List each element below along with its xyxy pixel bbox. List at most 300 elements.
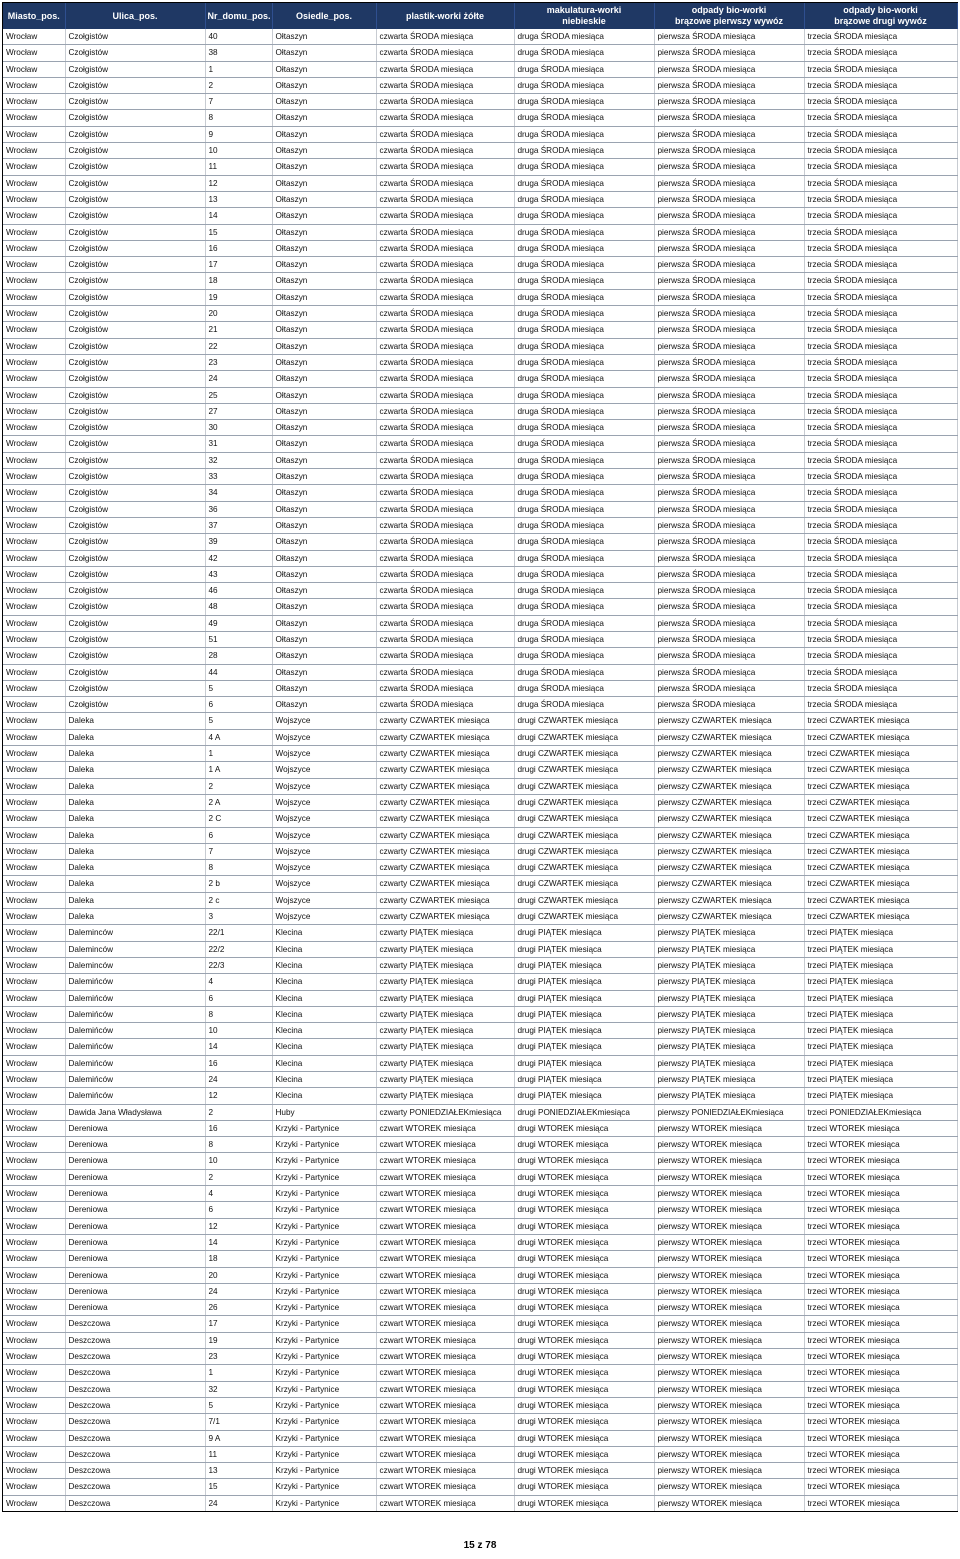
cell-bio-first: pierwszy WTOREK miesiąca [654,1349,804,1365]
cell-street: Dereniowa [65,1251,205,1267]
cell-house-number: 4 [205,1186,272,1202]
cell-house-number: 24 [205,1072,272,1088]
table-row [3,1072,957,1088]
cell-street: Czołgistów [65,306,205,322]
cell-paper: drugi WTOREK miesiąca [514,1251,654,1267]
cell-house-number: 3 [205,909,272,925]
cell-street: Daleka [65,746,205,762]
table-row [3,1023,957,1039]
cell-estate: Ołtaszyn [272,387,376,403]
cell-house-number: 32 [205,452,272,468]
cell-bio-first: pierwsza ŚRODA miesiąca [654,697,804,713]
table-row [3,1039,957,1055]
cell-paper: druga ŚRODA miesiąca [514,485,654,501]
cell-paper: druga ŚRODA miesiąca [514,387,654,403]
cell-street: Dalemińców [65,1023,205,1039]
cell-plastic: czwarta ŚRODA miesiąca [376,94,514,110]
cell-estate: Krzyki - Partynice [272,1463,376,1479]
cell-bio-second: trzecia ŚRODA miesiąca [804,697,957,713]
cell-plastic: czwarta ŚRODA miesiąca [376,77,514,93]
cell-street: Czołgistów [65,371,205,387]
cell-estate: Ołtaszyn [272,208,376,224]
cell-house-number: 2 [205,1104,272,1120]
cell-paper: drugi PIĄTEK miesiąca [514,1072,654,1088]
cell-house-number: 46 [205,583,272,599]
cell-street: Czołgistów [65,257,205,273]
cell-house-number: 10 [205,1023,272,1039]
cell-house-number: 2 c [205,892,272,908]
cell-bio-second: trzecia ŚRODA miesiąca [804,289,957,305]
cell-house-number: 5 [205,680,272,696]
cell-plastic: czwarty CZWARTEK miesiąca [376,746,514,762]
cell-street: Czołgistów [65,403,205,419]
cell-estate: Krzyki - Partynice [272,1120,376,1136]
cell-bio-first: pierwszy PIĄTEK miesiąca [654,990,804,1006]
cell-house-number: 4 A [205,729,272,745]
table-row [3,1251,957,1267]
cell-bio-second: trzecia ŚRODA miesiąca [804,208,957,224]
table-row [3,599,957,615]
cell-bio-second: trzecia ŚRODA miesiąca [804,29,957,45]
cell-house-number: 44 [205,664,272,680]
cell-city: Wrocław [3,941,65,957]
cell-bio-first: pierwsza ŚRODA miesiąca [654,501,804,517]
cell-estate: Klecina [272,941,376,957]
cell-estate: Ołtaszyn [272,126,376,142]
cell-bio-first: pierwsza ŚRODA miesiąca [654,257,804,273]
cell-paper: drugi CZWARTEK miesiąca [514,860,654,876]
cell-house-number: 22/3 [205,957,272,973]
cell-bio-second: trzeci CZWARTEK miesiąca [804,794,957,810]
cell-house-number: 24 [205,1495,272,1511]
cell-bio-first: pierwsza ŚRODA miesiąca [654,599,804,615]
cell-bio-first: pierwszy PIĄTEK miesiąca [654,957,804,973]
table-row [3,794,957,810]
cell-estate: Krzyki - Partynice [272,1169,376,1185]
table-row [3,1430,957,1446]
cell-bio-second: trzeci CZWARTEK miesiąca [804,762,957,778]
cell-plastic: czwarty CZWARTEK miesiąca [376,843,514,859]
cell-house-number: 17 [205,257,272,273]
cell-street: Czołgistów [65,517,205,533]
cell-city: Wrocław [3,648,65,664]
cell-bio-second: trzecia ŚRODA miesiąca [804,45,957,61]
cell-paper: drugi CZWARTEK miesiąca [514,746,654,762]
cell-street: Dereniowa [65,1169,205,1185]
cell-bio-first: pierwsza ŚRODA miesiąca [654,680,804,696]
cell-bio-first: pierwszy WTOREK miesiąca [654,1283,804,1299]
cell-plastic: czwarta ŚRODA miesiąca [376,257,514,273]
cell-paper: drugi WTOREK miesiąca [514,1169,654,1185]
cell-paper: drugi WTOREK miesiąca [514,1495,654,1511]
cell-street: Czołgistów [65,550,205,566]
cell-street: Czołgistów [65,77,205,93]
cell-plastic: czwarty PIĄTEK miesiąca [376,1072,514,1088]
cell-bio-first: pierwszy PIĄTEK miesiąca [654,1039,804,1055]
table-row [3,240,957,256]
table-row [3,811,957,827]
cell-bio-first: pierwsza ŚRODA miesiąca [654,224,804,240]
cell-city: Wrocław [3,403,65,419]
cell-bio-second: trzeci WTOREK miesiąca [804,1234,957,1250]
cell-plastic: czwarta ŚRODA miesiąca [376,664,514,680]
table-row [3,1006,957,1022]
cell-bio-first: pierwszy CZWARTEK miesiąca [654,843,804,859]
cell-city: Wrocław [3,1414,65,1430]
cell-bio-second: trzecia ŚRODA miesiąca [804,110,957,126]
cell-bio-first: pierwsza ŚRODA miesiąca [654,322,804,338]
cell-city: Wrocław [3,1006,65,1022]
cell-bio-second: trzecia ŚRODA miesiąca [804,143,957,159]
table-row [3,876,957,892]
cell-plastic: czwart WTOREK miesiąca [376,1365,514,1381]
cell-street: Daleminców [65,957,205,973]
cell-estate: Ołtaszyn [272,29,376,45]
cell-bio-second: trzeci CZWARTEK miesiąca [804,909,957,925]
cell-house-number: 2 A [205,794,272,810]
cell-paper: druga ŚRODA miesiąca [514,501,654,517]
cell-street: Czołgistów [65,289,205,305]
cell-street: Deszczowa [65,1430,205,1446]
cell-house-number: 14 [205,1234,272,1250]
table-row [3,61,957,77]
cell-street: Dereniowa [65,1120,205,1136]
table-row [3,126,957,142]
cell-city: Wrocław [3,892,65,908]
cell-street: Czołgistów [65,566,205,582]
table-row [3,1414,957,1430]
cell-estate: Krzyki - Partynice [272,1381,376,1397]
cell-bio-second: trzecia ŚRODA miesiąca [804,452,957,468]
cell-paper: drugi PIĄTEK miesiąca [514,1023,654,1039]
cell-estate: Ołtaszyn [272,403,376,419]
header-estate: Osiedle_pos. [272,3,376,29]
cell-city: Wrocław [3,990,65,1006]
cell-city: Wrocław [3,713,65,729]
cell-city: Wrocław [3,126,65,142]
cell-estate: Krzyki - Partynice [272,1251,376,1267]
cell-estate: Ołtaszyn [272,452,376,468]
cell-bio-first: pierwszy CZWARTEK miesiąca [654,729,804,745]
cell-street: Czołgistów [65,485,205,501]
cell-street: Czołgistów [65,615,205,631]
cell-paper: druga ŚRODA miesiąca [514,257,654,273]
cell-bio-second: trzecia ŚRODA miesiąca [804,469,957,485]
cell-plastic: czwart WTOREK miesiąca [376,1186,514,1202]
cell-plastic: czwarta ŚRODA miesiąca [376,403,514,419]
cell-plastic: czwarta ŚRODA miesiąca [376,45,514,61]
table-row [3,664,957,680]
cell-bio-second: trzeci WTOREK miesiąca [804,1316,957,1332]
cell-street: Dereniowa [65,1186,205,1202]
cell-estate: Ołtaszyn [272,615,376,631]
cell-bio-second: trzecia ŚRODA miesiąca [804,534,957,550]
cell-paper: druga ŚRODA miesiąca [514,354,654,370]
table-row [3,1186,957,1202]
cell-bio-second: trzeci WTOREK miesiąca [804,1414,957,1430]
cell-plastic: czwarta ŚRODA miesiąca [376,387,514,403]
cell-paper: drugi CZWARTEK miesiąca [514,827,654,843]
cell-city: Wrocław [3,811,65,827]
cell-estate: Wojszyce [272,762,376,778]
cell-bio-first: pierwszy WTOREK miesiąca [654,1300,804,1316]
cell-city: Wrocław [3,1234,65,1250]
cell-plastic: czwarty PONIEDZIAŁEKmiesiąca [376,1104,514,1120]
cell-estate: Klecina [272,1088,376,1104]
cell-city: Wrocław [3,1120,65,1136]
table-row [3,729,957,745]
cell-house-number: 48 [205,599,272,615]
cell-paper: drugi WTOREK miesiąca [514,1430,654,1446]
cell-plastic: czwarta ŚRODA miesiąca [376,29,514,45]
cell-plastic: czwarty PIĄTEK miesiąca [376,1006,514,1022]
cell-paper: druga ŚRODA miesiąca [514,159,654,175]
table-row [3,501,957,517]
cell-street: Czołgistów [65,61,205,77]
cell-paper: druga ŚRODA miesiąca [514,599,654,615]
cell-estate: Krzyki - Partynice [272,1316,376,1332]
cell-paper: druga ŚRODA miesiąca [514,94,654,110]
cell-city: Wrocław [3,974,65,990]
cell-paper: drugi CZWARTEK miesiąca [514,762,654,778]
cell-street: Czołgistów [65,452,205,468]
cell-street: Czołgistów [65,420,205,436]
cell-house-number: 19 [205,1332,272,1348]
cell-estate: Krzyki - Partynice [272,1137,376,1153]
cell-city: Wrocław [3,664,65,680]
cell-city: Wrocław [3,469,65,485]
cell-house-number: 28 [205,648,272,664]
cell-estate: Wojszyce [272,811,376,827]
cell-estate: Wojszyce [272,746,376,762]
table-row [3,1479,957,1495]
table-row [3,191,957,207]
cell-estate: Ołtaszyn [272,191,376,207]
cell-city: Wrocław [3,680,65,696]
cell-city: Wrocław [3,1153,65,1169]
cell-estate: Ołtaszyn [272,664,376,680]
cell-paper: drugi WTOREK miesiąca [514,1218,654,1234]
cell-house-number: 25 [205,387,272,403]
header-paper: makulatura-worki niebieskie [514,3,654,29]
cell-street: Deszczowa [65,1381,205,1397]
cell-bio-first: pierwsza ŚRODA miesiąca [654,485,804,501]
cell-paper: druga ŚRODA miesiąca [514,175,654,191]
cell-bio-first: pierwsza ŚRODA miesiąca [654,550,804,566]
cell-bio-first: pierwszy WTOREK miesiąca [654,1218,804,1234]
cell-city: Wrocław [3,1316,65,1332]
cell-plastic: czwarty CZWARTEK miesiąca [376,762,514,778]
cell-paper: drugi CZWARTEK miesiąca [514,794,654,810]
cell-bio-second: trzeci WTOREK miesiąca [804,1137,957,1153]
cell-house-number: 30 [205,420,272,436]
cell-street: Dalemińców [65,1039,205,1055]
cell-plastic: czwarty CZWARTEK miesiąca [376,729,514,745]
cell-bio-first: pierwszy PONIEDZIAŁEKmiesiąca [654,1104,804,1120]
cell-paper: drugi CZWARTEK miesiąca [514,876,654,892]
cell-paper: drugi CZWARTEK miesiąca [514,909,654,925]
cell-bio-first: pierwsza ŚRODA miesiąca [654,126,804,142]
table-row [3,550,957,566]
cell-plastic: czwart WTOREK miesiąca [376,1495,514,1511]
cell-city: Wrocław [3,550,65,566]
header-bio-first: odpady bio-worki brązowe pierwszy wywóz [654,3,804,29]
cell-paper: drugi WTOREK miesiąca [514,1316,654,1332]
cell-city: Wrocław [3,208,65,224]
cell-estate: Wojszyce [272,843,376,859]
cell-bio-first: pierwszy WTOREK miesiąca [654,1463,804,1479]
cell-bio-second: trzeci CZWARTEK miesiąca [804,729,957,745]
page-number: 15 z 78 [463,1540,497,1551]
cell-street: Czołgistów [65,45,205,61]
cell-bio-first: pierwsza ŚRODA miesiąca [654,403,804,419]
table-row [3,615,957,631]
cell-paper: druga ŚRODA miesiąca [514,550,654,566]
cell-paper: drugi WTOREK miesiąca [514,1283,654,1299]
cell-city: Wrocław [3,61,65,77]
table-row [3,680,957,696]
cell-street: Deszczowa [65,1479,205,1495]
cell-paper: drugi PIĄTEK miesiąca [514,1006,654,1022]
cell-paper: druga ŚRODA miesiąca [514,208,654,224]
cell-city: Wrocław [3,1137,65,1153]
cell-city: Wrocław [3,876,65,892]
table-row [3,273,957,289]
cell-estate: Wojszyce [272,713,376,729]
cell-street: Dereniowa [65,1300,205,1316]
cell-estate: Ołtaszyn [272,143,376,159]
cell-house-number: 9 [205,126,272,142]
cell-estate: Klecina [272,1006,376,1022]
cell-city: Wrocław [3,794,65,810]
cell-bio-second: trzecia ŚRODA miesiąca [804,273,957,289]
cell-house-number: 6 [205,827,272,843]
cell-paper: druga ŚRODA miesiąca [514,61,654,77]
cell-street: Dalemińców [65,1006,205,1022]
cell-plastic: czwarta ŚRODA miesiąca [376,680,514,696]
cell-plastic: czwarta ŚRODA miesiąca [376,322,514,338]
cell-estate: Krzyki - Partynice [272,1300,376,1316]
table-row [3,77,957,93]
cell-house-number: 6 [205,1202,272,1218]
cell-city: Wrocław [3,697,65,713]
cell-house-number: 42 [205,550,272,566]
cell-street: Czołgistów [65,338,205,354]
cell-plastic: czwarty PIĄTEK miesiąca [376,941,514,957]
cell-street: Daleka [65,794,205,810]
schedule-table [3,3,958,1511]
cell-city: Wrocław [3,566,65,582]
cell-estate: Wojszyce [272,794,376,810]
cell-house-number: 9 A [205,1430,272,1446]
cell-bio-first: pierwszy WTOREK miesiąca [654,1251,804,1267]
cell-bio-second: trzecia ŚRODA miesiąca [804,61,957,77]
table-row [3,648,957,664]
table-row [3,1267,957,1283]
cell-city: Wrocław [3,452,65,468]
cell-bio-second: trzeci WTOREK miesiąca [804,1463,957,1479]
cell-street: Deszczowa [65,1397,205,1413]
cell-city: Wrocław [3,289,65,305]
cell-city: Wrocław [3,257,65,273]
cell-bio-first: pierwszy WTOREK miesiąca [654,1495,804,1511]
cell-street: Czołgistów [65,631,205,647]
cell-plastic: czwarty CZWARTEK miesiąca [376,827,514,843]
table-row [3,1495,957,1511]
table-row [3,957,957,973]
cell-plastic: czwart WTOREK miesiąca [376,1137,514,1153]
cell-house-number: 22/2 [205,941,272,957]
table-row [3,1218,957,1234]
cell-house-number: 49 [205,615,272,631]
cell-bio-first: pierwszy PIĄTEK miesiąca [654,1006,804,1022]
cell-city: Wrocław [3,1332,65,1348]
cell-bio-second: trzeci PIĄTEK miesiąca [804,1088,957,1104]
cell-plastic: czwarty CZWARTEK miesiąca [376,876,514,892]
cell-street: Deszczowa [65,1463,205,1479]
cell-plastic: czwarta ŚRODA miesiąca [376,143,514,159]
cell-street: Deszczowa [65,1365,205,1381]
table-row [3,94,957,110]
cell-paper: drugi WTOREK miesiąca [514,1446,654,1462]
cell-estate: Krzyki - Partynice [272,1430,376,1446]
cell-bio-second: trzecia ŚRODA miesiąca [804,631,957,647]
cell-street: Deszczowa [65,1495,205,1511]
header-house-number: Nr_domu_pos. [205,3,272,29]
cell-plastic: czwart WTOREK miesiąca [376,1120,514,1136]
cell-bio-second: trzeci WTOREK miesiąca [804,1169,957,1185]
cell-bio-second: trzecia ŚRODA miesiąca [804,257,957,273]
cell-street: Daleka [65,876,205,892]
cell-house-number: 8 [205,1006,272,1022]
table-row [3,322,957,338]
cell-paper: drugi WTOREK miesiąca [514,1332,654,1348]
cell-estate: Krzyki - Partynice [272,1283,376,1299]
cell-city: Wrocław [3,110,65,126]
cell-estate: Klecina [272,1023,376,1039]
cell-city: Wrocław [3,1349,65,1365]
table-row [3,909,957,925]
cell-city: Wrocław [3,354,65,370]
cell-city: Wrocław [3,909,65,925]
cell-estate: Wojszyce [272,778,376,794]
table-row [3,289,957,305]
cell-street: Czołgistów [65,501,205,517]
cell-bio-first: pierwsza ŚRODA miesiąca [654,143,804,159]
cell-bio-second: trzecia ŚRODA miesiąca [804,436,957,452]
cell-city: Wrocław [3,843,65,859]
cell-paper: drugi PIĄTEK miesiąca [514,941,654,957]
cell-city: Wrocław [3,746,65,762]
cell-estate: Krzyki - Partynice [272,1267,376,1283]
cell-paper: drugi CZWARTEK miesiąca [514,811,654,827]
cell-city: Wrocław [3,1365,65,1381]
cell-bio-first: pierwszy WTOREK miesiąca [654,1137,804,1153]
cell-bio-first: pierwsza ŚRODA miesiąca [654,387,804,403]
cell-paper: drugi CZWARTEK miesiąca [514,778,654,794]
cell-plastic: czwarta ŚRODA miesiąca [376,566,514,582]
cell-city: Wrocław [3,599,65,615]
cell-city: Wrocław [3,1055,65,1071]
table-row [3,974,957,990]
cell-plastic: czwarta ŚRODA miesiąca [376,583,514,599]
cell-street: Daleka [65,909,205,925]
cell-estate: Krzyki - Partynice [272,1349,376,1365]
cell-house-number: 12 [205,1088,272,1104]
cell-bio-second: trzeci WTOREK miesiąca [804,1381,957,1397]
cell-house-number: 26 [205,1300,272,1316]
cell-house-number: 5 [205,1397,272,1413]
